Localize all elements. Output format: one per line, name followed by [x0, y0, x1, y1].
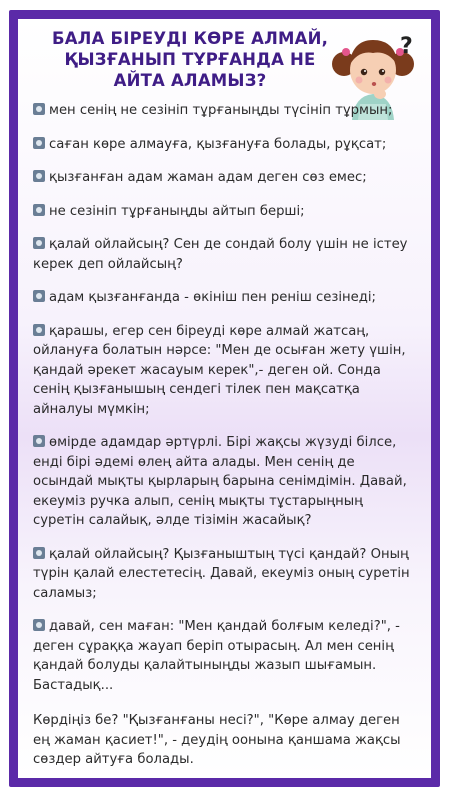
- list-item: [33, 545, 413, 604]
- bullet-icon: [33, 324, 45, 336]
- bullet-icon: [33, 170, 45, 182]
- list-item-text: давай, сен маған: "Мен қандай болғым келеді?", - деген сұраққа жауап беріп отырасың. Ал мен сенің қандай болуды қалайтыныңды жазып шығамын. Бастадық...: [33, 619, 400, 693]
- list-item-text: өмірде адамдар әртүрлі. Бірі жақсы жүзуді білсе, енді бірі әдемі өлең айта алады. Мен сенің де осындай мықты қырларың барына сенімдімін. Давай, екеуміз ручка алып, сенің мықты тұстарыңның суретін салайық, әлде тізімін жасайық?: [33, 435, 407, 528]
- question-mark: ?: [400, 34, 413, 59]
- bullet-icon: [33, 290, 45, 302]
- bullet-icon: [33, 204, 45, 216]
- list-item-text: мен сенің не сезініп тұрғаныңды түсініп тұрмын;: [49, 103, 393, 118]
- bullet-icon: [33, 137, 45, 149]
- bullet-icon: [33, 547, 45, 559]
- list-item: [33, 168, 413, 188]
- list-item-text: не сезініп тұрғаныңды айтып берші;: [49, 203, 305, 219]
- list-item-text: қалай ойлайсың? Сен де сондай болу үшін не істеу керек деп ойлайсың?: [33, 237, 408, 272]
- list-item: [33, 235, 413, 274]
- bullet-icon: [33, 103, 45, 115]
- list-item-text: қызғанған адам жаман адам деген сөз емес;: [49, 170, 367, 185]
- list-item: [33, 202, 413, 222]
- bullet-icon: [33, 619, 45, 631]
- list-item-text: адам қызғанғанда - өкініш пен реніш сезінеді;: [49, 290, 376, 305]
- closing-paragraph: Көрдіңіз бе? "Қызғанғаны несі?", "Көре алмау деген ең жаман қасиет!", - деудің оонына қаншама жақсы сөздер айтуға болады.: [33, 713, 401, 767]
- list-item: [33, 617, 413, 695]
- list-item-text: қарашы, егер сен біреуді көре алмай жатсаң, ойлануға болатын нәрсе: "Мен де осыған жету үшін, қандай әрекет жасауым керек",- деген ой. Сонда сенің қызғанышың сендегі тілек пен мақсатқа айналуы мүмкін;: [33, 323, 406, 417]
- bullet-icon: [33, 237, 45, 249]
- list-item: [33, 288, 413, 308]
- list-item: [33, 135, 413, 155]
- list-item: [33, 322, 413, 420]
- page-title: БАЛА БІРЕУДІ КӨРЕ АЛМАЙ, ҚЫЗҒАНЫП ТҰРҒАНДА НЕ АЙТА АЛАМЫЗ?: [51, 29, 329, 90]
- list-item-text: қалай ойлайсың? Қызғаныштың түсі қандай? Оның түрін қалай елестетесің. Давай, екеуміз оның суретін саламыз;: [33, 546, 410, 601]
- list-item: [33, 101, 413, 121]
- bullet-icon: [33, 435, 45, 447]
- list-item: [33, 433, 413, 531]
- list-item-text: саған көре алмауға, қызғануға болады, рұқсат;: [49, 136, 387, 152]
- tips-list: [33, 101, 413, 770]
